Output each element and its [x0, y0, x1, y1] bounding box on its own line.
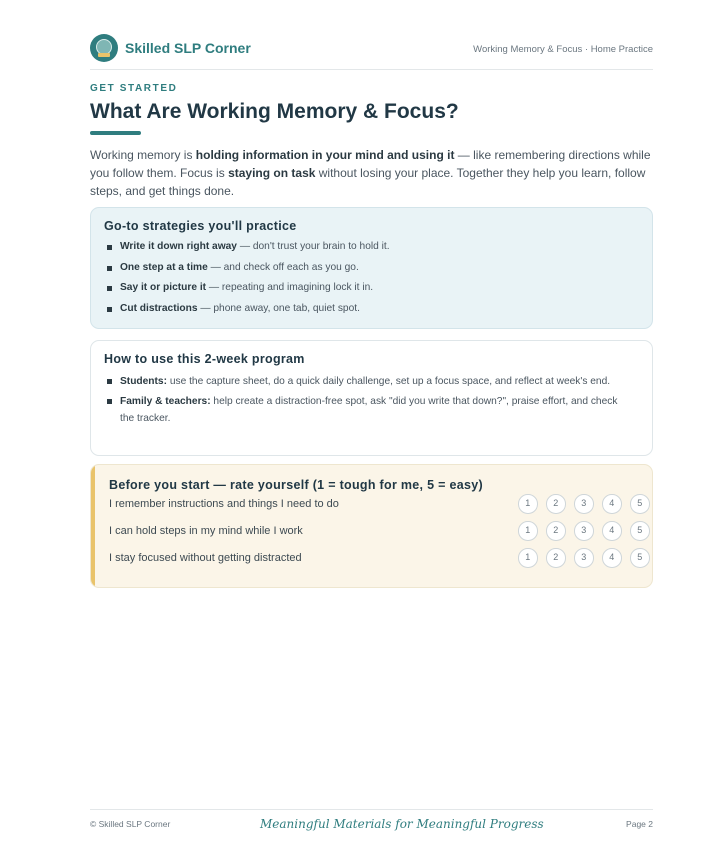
rating-statement: I stay focused without getting distracted [109, 552, 302, 564]
rating-option-3[interactable]: 3 [574, 548, 594, 568]
list-item: One step at a time — and check off each as you go. [104, 260, 640, 276]
rating-option-4[interactable]: 4 [602, 494, 622, 514]
list-item: Say it or picture it — repeating and imagining lock it in. [104, 280, 640, 296]
rating-option-5[interactable]: 5 [630, 494, 650, 514]
rating-option-1[interactable]: 1 [518, 494, 538, 514]
program-list [104, 373, 640, 427]
rating-option-2[interactable]: 2 [546, 521, 566, 541]
header-subtitle: Working Memory & Focus · Home Practice [473, 44, 653, 55]
square-bullet-icon [107, 266, 112, 271]
self-rating-title: Before you start — rate yourself (1 = tough for me, 5 = easy) [109, 478, 483, 492]
program-title: How to use this 2-week program [104, 352, 305, 366]
page-footer [90, 809, 653, 839]
rating-row [109, 520, 643, 546]
rating-option-3[interactable]: 3 [574, 494, 594, 514]
rating-option-4[interactable]: 4 [602, 548, 622, 568]
page-number: Page 2 [626, 819, 653, 829]
intro-emphasis-1: holding information in your mind and using it [195, 148, 455, 162]
list-item: Family & teachers: help create a distraction-free spot, ask "did you write that down?", praise effort, and check the tracker. [104, 393, 640, 427]
rating-statement: I remember instructions and things I need to do [109, 498, 339, 510]
footer-tagline: Meaningful Materials for Meaningful Progress [260, 817, 544, 831]
strategies-list [104, 239, 640, 317]
rating-row [109, 547, 643, 573]
page-title: What Are Working Memory & Focus? [90, 100, 459, 123]
rating-scale [518, 494, 650, 514]
list-item: Cut distractions — phone away, one tab, quiet spot. [104, 301, 640, 317]
list-item: Write it down right away — don't trust your brain to hold it. [104, 239, 640, 255]
self-rating-card [90, 464, 653, 588]
rating-scale [518, 548, 650, 568]
brand-name: Skilled SLP Corner [125, 40, 251, 56]
rating-option-3[interactable]: 3 [574, 521, 594, 541]
square-bullet-icon [107, 245, 112, 250]
rating-option-5[interactable]: 5 [630, 548, 650, 568]
square-bullet-icon [107, 399, 112, 404]
page-header [90, 34, 653, 70]
rating-statement: I can hold steps in my mind while I work [109, 525, 303, 537]
square-bullet-icon [107, 379, 112, 384]
rating-row [109, 493, 643, 519]
rating-option-2[interactable]: 2 [546, 548, 566, 568]
rating-scale [518, 521, 650, 541]
intro-emphasis-2: staying on task [228, 166, 316, 180]
tree-logo-icon [90, 34, 118, 62]
title-underline [90, 131, 141, 135]
square-bullet-icon [107, 307, 112, 312]
rating-option-1[interactable]: 1 [518, 521, 538, 541]
rating-option-5[interactable]: 5 [630, 521, 650, 541]
footer-copyright: © Skilled SLP Corner [90, 819, 171, 829]
rating-option-1[interactable]: 1 [518, 548, 538, 568]
section-eyebrow: GET STARTED [90, 83, 178, 94]
rating-option-2[interactable]: 2 [546, 494, 566, 514]
rating-option-4[interactable]: 4 [602, 521, 622, 541]
intro-paragraph: Working memory is holding information in your mind and using it — like remembering directions while you follow them. Focus is staying on task without losing your place. Together they help you learn, follow steps, and get things done. [90, 148, 651, 198]
list-item: Students: use the capture sheet, do a quick daily challenge, set up a focus space, and reflect at week's end. [104, 373, 640, 390]
program-card [90, 340, 653, 456]
accent-bar [91, 465, 95, 587]
square-bullet-icon [107, 286, 112, 291]
strategies-title: Go-to strategies you'll practice [104, 219, 297, 233]
strategies-card [90, 207, 653, 329]
